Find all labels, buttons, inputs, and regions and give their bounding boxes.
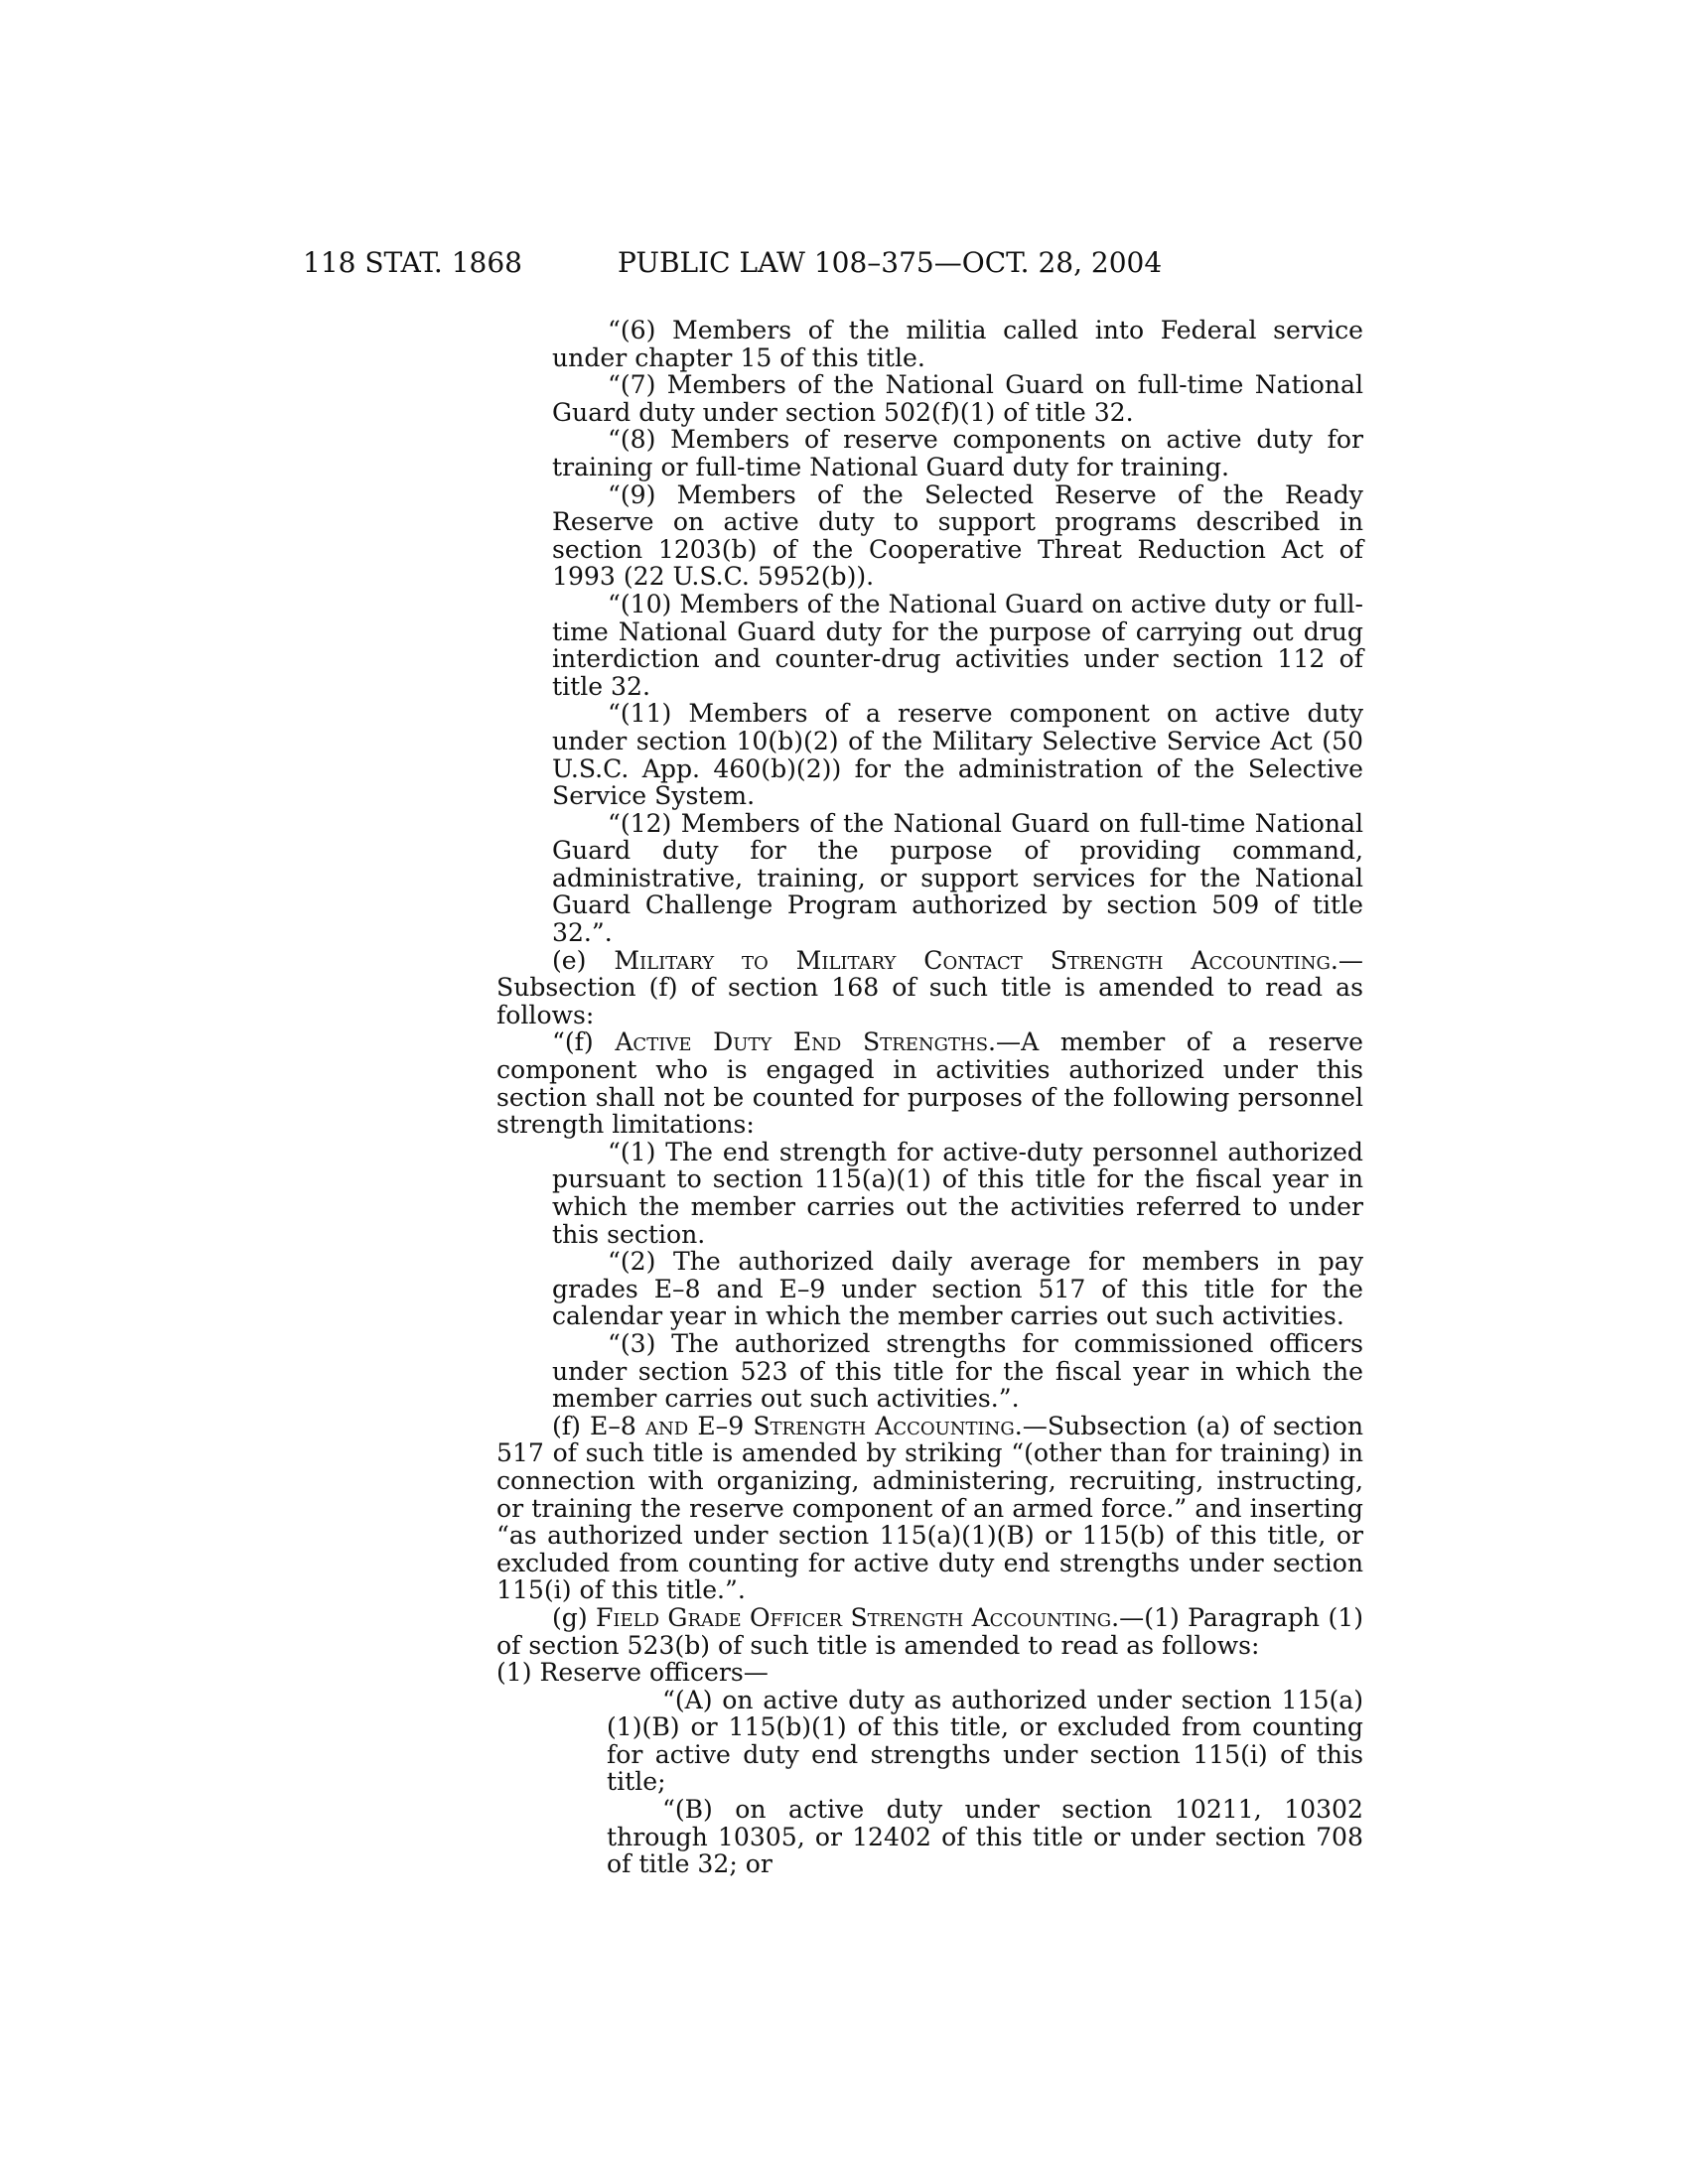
quoted-subsection-f-label: “(f) — [552, 1027, 616, 1057]
subsection-g-label: (g) — [552, 1602, 597, 1632]
subsection-f-text: —Subsection (a) of section 517 of such title is amended by striking “(other than for training) in connection with organizing, administering, recruiting, instructing, or training the reserve component of an armed force.” and inserting “as authorized under section 115(a)(1)(B) or 115(b) of this title, or excluded from counting for active duty end strengths under section 115(i) of this title.”. — [496, 1411, 1363, 1605]
paragraph-g1: (1) Reserve officers— — [496, 1658, 769, 1688]
page-header — [303, 246, 1216, 286]
quoted-paragraph-f1: “(1) The end strength for active-duty personnel authorized pursuant to section 115(a)(1) of this title for the fiscal year in which the member carries out the activities referred to under this section. — [552, 1137, 1363, 1249]
subsection-e — [496, 947, 1363, 1029]
paragraph-7: “(7) Members of the National Guard on full-time National Guard duty under section 502(f)(1) of title 32. — [552, 370, 1363, 427]
public-law-running-head: PUBLIC LAW 108–375—OCT. 28, 2004 — [618, 246, 1163, 279]
subsection-g — [496, 1604, 1363, 1659]
subsection-g-text: —(1) Paragraph (1) of section 523(b) of such title is amended to read as follows: — [496, 1602, 1363, 1660]
subsection-e-label: (e) — [552, 945, 615, 975]
subsection-e-heading: Military to Military Contact Strength Accounting. — [614, 945, 1338, 975]
quoted-paragraph-f3: “(3) The authorized strengths for commissioned officers under section 523 of this title for the fiscal year in which the member carries out such activities.”. — [552, 1328, 1363, 1414]
quoted-paragraph-f2: “(2) The authorized daily average for members in pay grades E–8 and E–9 under section 517 of this title for the calendar year in which the member carries out such activities. — [552, 1247, 1363, 1331]
paragraph-12: “(12) Members of the National Guard on full-time National Guard duty for the purpose of providing command, administrative, training, or support services for the National Guard Challenge Program authorized by section 509 of title 32.”. — [552, 808, 1363, 948]
subsection-f-heading: E–8 and E–9 Strength Accounting. — [590, 1411, 1023, 1440]
paragraph-8: “(8) Members of reserve components on active duty for training or full-time National Guard duty for training. — [552, 425, 1363, 481]
clause-a: “(A) on active duty as authorized under section 115(a)(1)(B) or 115(b)(1) of this title, or excluded from counting for active duty end strengths under section 115(i) of this title; — [607, 1685, 1363, 1797]
subsection-g-heading: Field Grade Officer Strength Accounting. — [596, 1602, 1120, 1632]
statute-page-reference: 118 STAT. 1868 — [303, 246, 522, 279]
statute-body — [496, 317, 1363, 1878]
paragraph-6: “(6) Members of the militia called into Federal service under chapter 15 of this title. — [552, 316, 1363, 372]
paragraph-11: “(11) Members of a reserve component on active duty under section 10(b)(2) of the Military Selective Service Act (50 U.S.C. App. 460(b)(2)) for the administration of the Selective Service System. — [552, 699, 1363, 811]
subsection-f-label: (f) — [552, 1411, 591, 1440]
paragraph-10: “(10) Members of the National Guard on active duty or full-time National Guard duty for the purpose of carrying out drug interdiction and counter-drug activities under section 112 of title 32. — [552, 589, 1363, 701]
quoted-subsection-f-text: —A member of a reserve component who is engaged in activities authorized under this section shall not be counted for purposes of the following personnel strength limitations: — [496, 1027, 1363, 1140]
paragraph-9: “(9) Members of the Selected Reserve of the Ready Reserve on active duty to support programs described in section 1203(b) of the Cooperative Threat Reduction Act of 1993 (22 U.S.C. 5952(b)). — [552, 479, 1363, 592]
subsection-f — [496, 1413, 1363, 1604]
subsection-e-text: —Subsection (f) of section 168 of such title is amended to read as follows: — [496, 945, 1363, 1029]
quoted-subsection-f — [496, 1028, 1363, 1138]
clause-b: “(B) on active duty under section 10211, 10302 through 10305, or 12402 of this title or under section 708 of title 32; or — [607, 1795, 1363, 1879]
quoted-subsection-f-heading: Active Duty End Strengths. — [615, 1027, 997, 1057]
